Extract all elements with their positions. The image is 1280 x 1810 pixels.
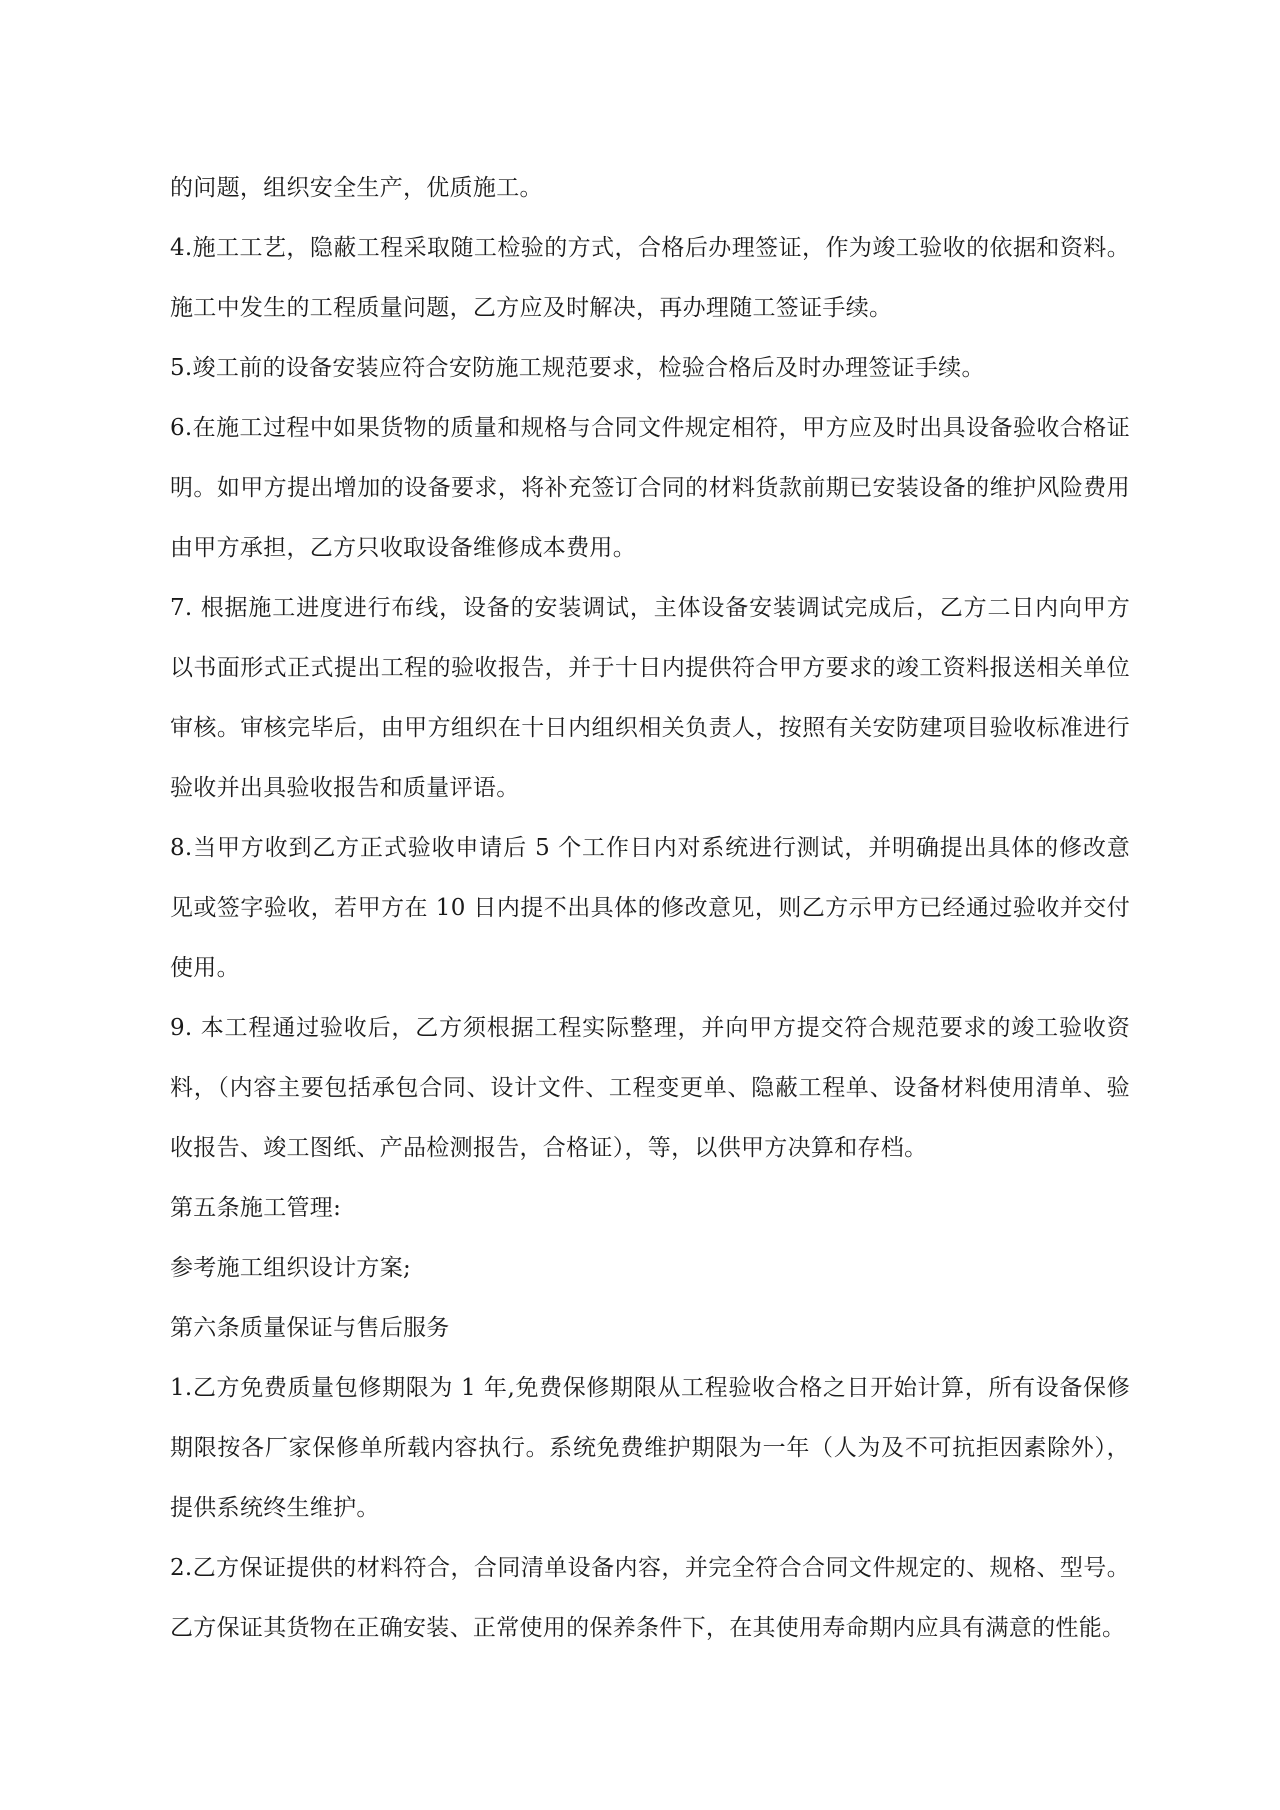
section-heading-article-6: 第六条质量保证与售后服务 [170,1315,450,1341]
paragraph-warranty-2: 2.乙方保证提供的材料符合，合同清单设备内容，并完全符合合同文件规定的、规格、型号。乙方保证其货物在正确安装、正常使用的保养条件下，在其使用寿命期内应具有满意的性能。 [170,1555,1130,1641]
paragraph-clause-8: 8.当甲方收到乙方正式验收申请后 5 个工作日内对系统进行测试，并明确提出具体的修改意见或签字验收，若甲方在 10 日内提不出具体的修改意见，则乙方示甲方已经通过验收并交付使用。 [170,835,1130,981]
paragraph-clause-4: 4.施工工艺，隐蔽工程采取随工检验的方式，合格后办理签证，作为竣工验收的依据和资料。施工中发生的工程质量问题，乙方应及时解决，再办理随工签证手续。 [170,235,1130,321]
paragraph-clause-6: 6.在施工过程中如果货物的质量和规格与合同文件规定相符，甲方应及时出具设备验收合格证明。如甲方提出增加的设备要求，将补充签订合同的材料货款前期已安装设备的维护风险费用由甲方承担，乙方只收取设备维修成本费用。 [170,415,1130,561]
paragraph-clause-7: 7. 根据施工进度进行布线，设备的安装调试，主体设备安装调试完成后，乙方二日内向甲方以书面形式正式提出工程的验收报告，并于十日内提供符合甲方要求的竣工资料报送相关单位审核。审核完毕后，由甲方组织在十日内组织相关负责人，按照有关安防建项目验收标准进行验收并出具验收报告和质量评语。 [170,595,1130,801]
section-heading-article-5: 第五条施工管理: [170,1195,342,1221]
paragraph-continuation: 的问题，组织安全生产，优质施工。 [170,175,543,201]
paragraph-clause-5: 5.竣工前的设备安装应符合安防施工规范要求，检验合格后及时办理签证手续。 [170,355,985,381]
paragraph-article-5-text: 参考施工组织设计方案; [170,1255,412,1281]
document-body [170,158,1130,1658]
paragraph-clause-9: 9. 本工程通过验收后，乙方须根据工程实际整理，并向甲方提交符合规范要求的竣工验收资料，（内容主要包括承包合同、设计文件、工程变更单、隐蔽工程单、设备材料使用清单、验收报告、竣工图纸、产品检测报告，合格证），等，以供甲方决算和存档。 [170,1015,1130,1161]
paragraph-warranty-1: 1.乙方免费质量包修期限为 1 年,免费保修期限从工程验收合格之日开始计算，所有设备保修期限按各厂家保修单所载内容执行。系统免费维护期限为一年（人为及不可抗拒因素除外），提供系统终生维护。 [170,1375,1130,1521]
